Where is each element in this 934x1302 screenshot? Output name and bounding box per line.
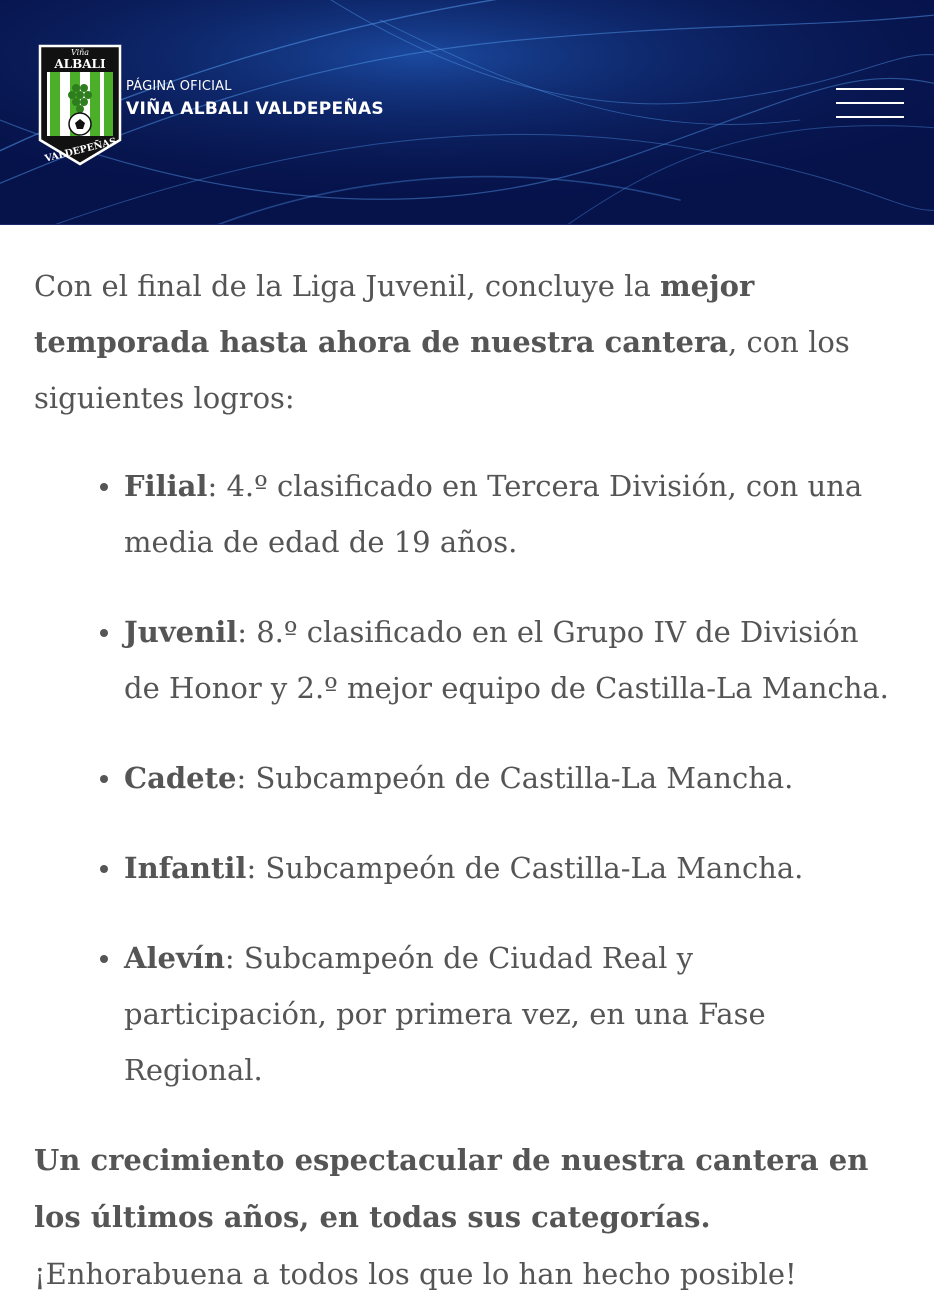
closing-statement [34, 1132, 900, 1246]
list-item [124, 930, 900, 1098]
menu-line-top [836, 88, 904, 90]
menu-line-bottom [836, 116, 904, 118]
list-item [124, 458, 900, 570]
list-item [124, 840, 900, 896]
bullet-icon [100, 629, 108, 637]
menu-line-middle [836, 102, 904, 104]
list-item [124, 604, 900, 716]
logo-bottom-text: VALDEPEÑAS [43, 136, 118, 165]
intro-paragraph [34, 258, 900, 426]
achievements-list [34, 458, 900, 1098]
closing-bold-text: Un crecimiento espectacular de nuestra cantera en los últimos años, en todas sus categorías. [34, 1143, 869, 1234]
congratulations-text: ¡Enhorabuena a todos los que lo han hecho posible! [34, 1257, 797, 1291]
brand-title[interactable] [126, 79, 384, 120]
hamburger-menu-button[interactable] [836, 88, 906, 122]
brand-name: VIÑA ALBALI VALDEPEÑAS [126, 99, 384, 119]
item-label: Juvenil [124, 615, 238, 649]
item-text: : Subcampeón de Castilla-La Mancha. [236, 761, 794, 795]
bullet-icon [100, 775, 108, 783]
item-text: : 8.º clasificado en el Grupo IV de División de Honor y 2.º mejor equipo de Castilla-La Mancha. [124, 615, 889, 705]
intro-highlight: mejor temporada hasta ahora de nuestra cantera [34, 269, 755, 359]
item-text: : 4.º clasificado en Tercera División, con una media de edad de 19 años. [124, 469, 863, 559]
logo-script-text: Viña [70, 48, 90, 57]
article-content [0, 258, 934, 1302]
item-label: Alevín [124, 941, 225, 975]
brand-subtitle: PÁGINA OFICIAL [126, 79, 232, 94]
club-crest-logo[interactable] [38, 44, 122, 166]
item-text: : Subcampeón de Castilla-La Mancha. [246, 851, 804, 885]
intro-text-start: Con el final de la Liga Juvenil, concluye la [34, 269, 660, 303]
item-text: : Subcampeón de Ciudad Real y participación, por primera vez, en una Fase Regional. [124, 941, 766, 1087]
item-label: Cadete [124, 761, 237, 795]
logo-top-text: ALBALI [54, 57, 106, 71]
item-label: Infantil [124, 851, 247, 885]
item-label: Filial [124, 469, 208, 503]
list-item [124, 750, 900, 806]
bullet-icon [100, 483, 108, 491]
intro-text-end: , con los siguientes logros: [34, 325, 850, 415]
bullet-icon [100, 955, 108, 963]
bullet-icon [100, 865, 108, 873]
site-header [0, 0, 934, 225]
